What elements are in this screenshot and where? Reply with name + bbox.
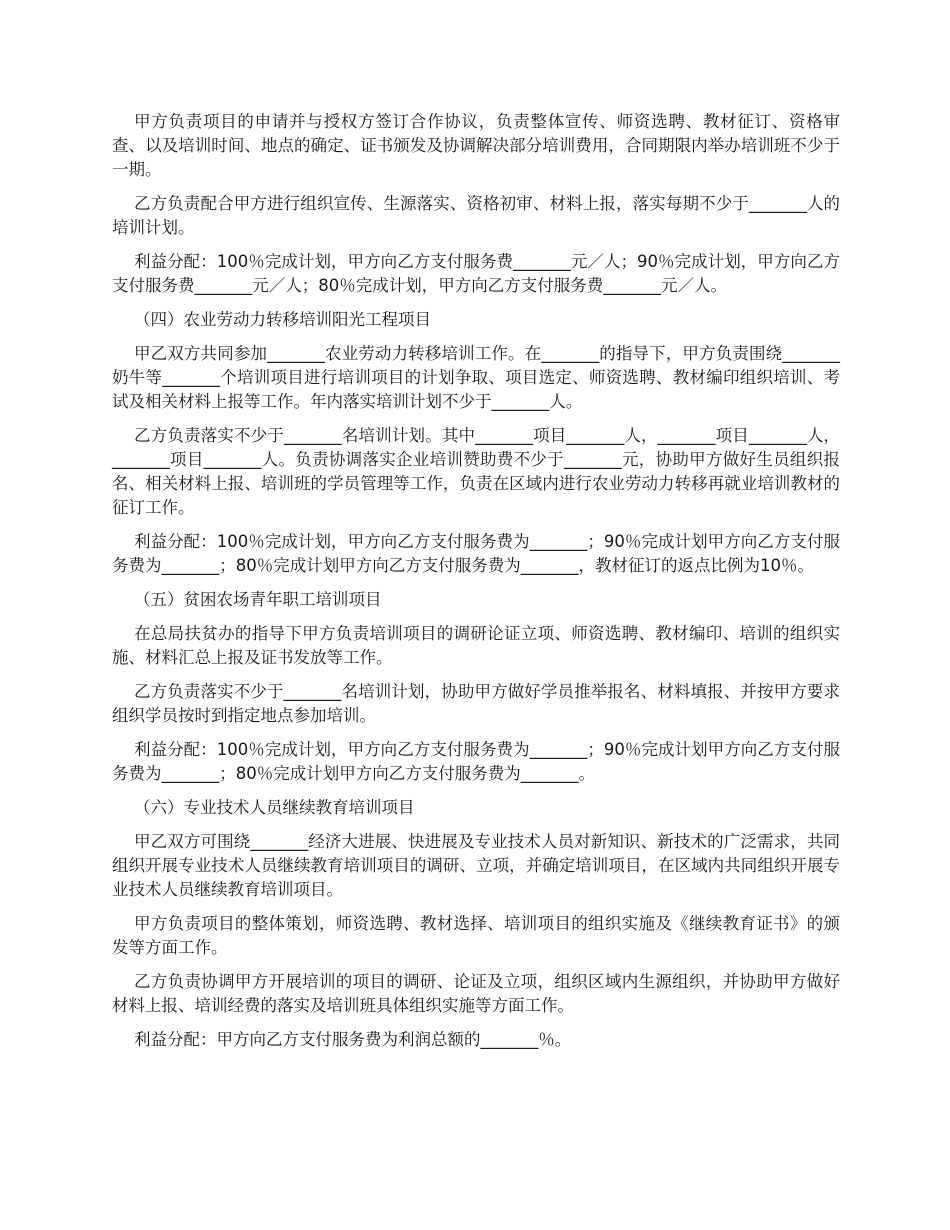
para-profit-share-6: 利益分配：甲方向乙方支付服务费为利润总额的_______％。 — [134, 1030, 572, 1049]
para-party-b-duties-6: 乙方负责协调甲方开展培训的项目的调研、论证及立项，组织区域内生源组织，并协助甲方做好材料上报、培训经费的落实及培训班具体组织实施等方面工作。 — [112, 972, 840, 1015]
section-heading-4: （四）农业劳动力转移培训阳光工程项目 — [134, 310, 431, 329]
para-profit-share-4: 利益分配：100％完成计划，甲方向乙方支付服务费为_______；90％完成计划甲方向乙方支付服务费为_______；80％完成计划甲方向乙方支付服务费为_______，教材征订的返点比例为10％。 — [112, 532, 840, 575]
para-party-b-duties-5: 乙方负责落实不少于_______名培训计划，协助甲方做好学员推举报名、材料填报、并按甲方要求组织学员按时到指定地点参加培训。 — [112, 682, 840, 725]
para-joint-participation-6: 甲乙双方可围绕_______经济大进展、快进展及专业技术人员对新知识、新技术的广泛需求，共同组织开展专业技术人员继续教育培训项目的调研、立项，并确定培训项目，在区域内共同组织开展专业技术人员继续教育培训项目。 — [112, 832, 840, 899]
para-profit-share-5: 利益分配：100％完成计划，甲方向乙方支付服务费为_______；90％完成计划甲方向乙方支付服务费为_______；80％完成计划甲方向乙方支付服务费为_______。 — [112, 740, 840, 783]
para-party-b-duties-1: 乙方负责配合甲方进行组织宣传、生源落实、资格初审、材料上报，落实每期不少于_______人的培训计划。 — [112, 194, 840, 237]
section-heading-5: （五）贫困农场青年职工培训项目 — [134, 590, 382, 609]
section-heading-6: （六）专业技术人员继续教育培训项目 — [134, 798, 415, 817]
para-party-a-duties-1: 甲方负责项目的申请并与授权方签订合作协议，负责整体宣传、师资选聘、教材征订、资格审查、以及培训时间、地点的确定、证书颁发及协调解决部分培训费用，合同期限内举办培训班不少于一期。 — [112, 112, 840, 179]
document-page — [112, 110, 840, 1062]
para-joint-participation-4: 甲乙双方共同参加_______农业劳动力转移培训工作。在_______的指导下，甲方负责围绕_______奶牛等_______个培训项目进行培训项目的计划争取、项目选定、师资选聘、教材编印组织培训、考试及相关材料上报等工作。年内落实培训计划不少于_______人。 — [112, 344, 840, 411]
para-party-a-duties-5: 在总局扶贫办的指导下甲方负责培训项目的调研论证立项、师资选聘、教材编印、培训的组织实施、材料汇总上报及证书发放等工作。 — [112, 624, 840, 667]
para-party-b-duties-4: 乙方负责落实不少于_______名培训计划。其中_______项目_______人，_______项目_______人，_______项目_______人。负责协调落实企业培训赞助费不少于_______元，协助甲方做好生员组织报名、相关材料上报、培训班的学员管理等工作，负责在区域内进行农业劳动力转移再就业培训教材的征订工作。 — [112, 426, 840, 517]
para-party-a-duties-6: 甲方负责项目的整体策划，师资选聘、教材选择、培训项目的组织实施及《继续教育证书》的颁发等方面工作。 — [112, 914, 840, 957]
para-profit-share-1: 利益分配：100％完成计划，甲方向乙方支付服务费_______元／人；90％完成计划，甲方向乙方支付服务费_______元／人；80％完成计划，甲方向乙方支付服务费_______元／人。 — [112, 252, 840, 295]
